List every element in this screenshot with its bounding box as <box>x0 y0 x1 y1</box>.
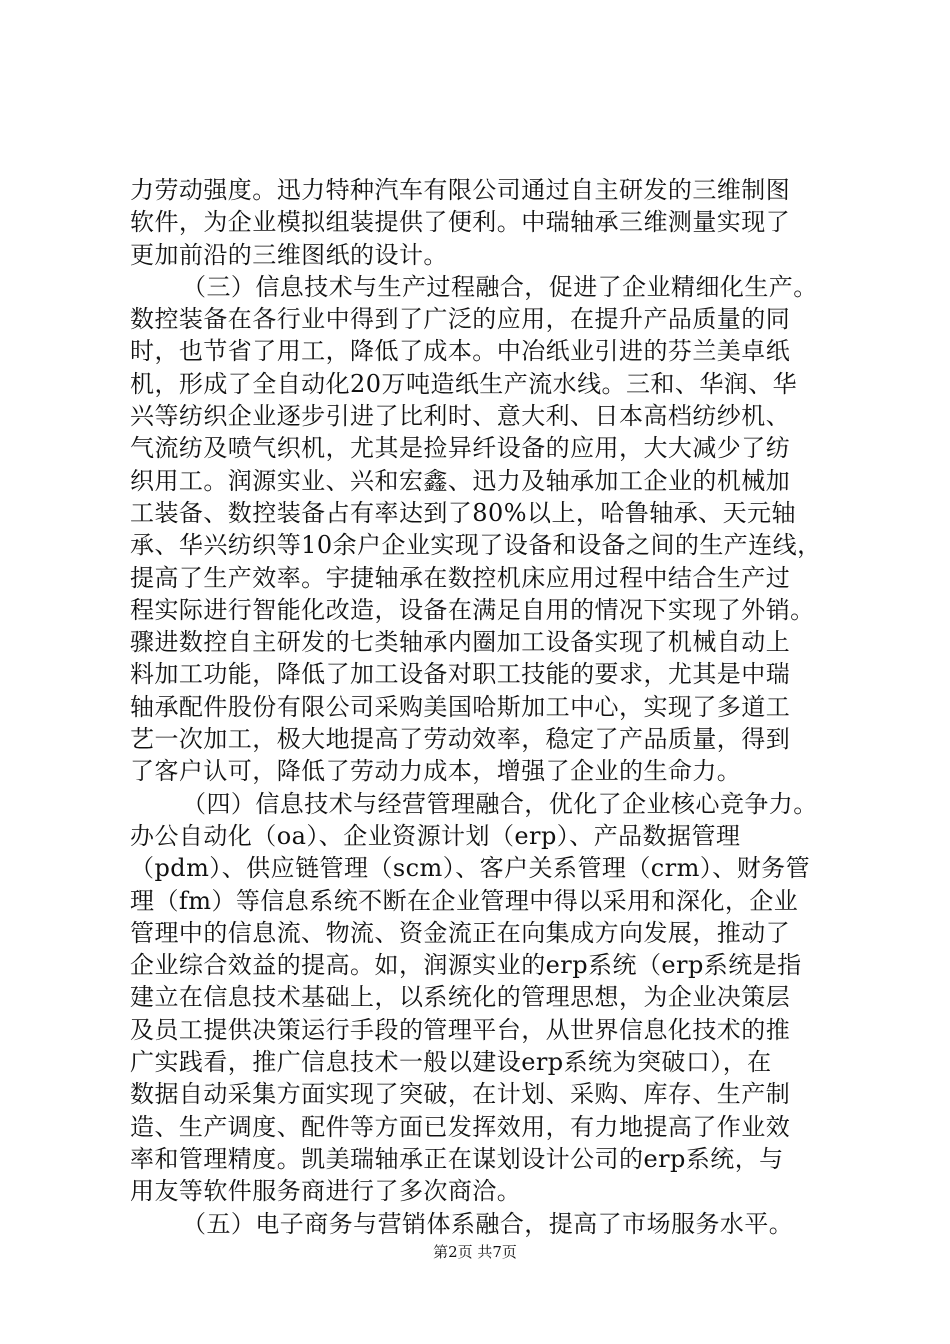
text-line: 骤进数控自主研发的七类轴承内圈加工设备实现了机械自动上 <box>130 628 791 657</box>
text-line: 提高了生产效率。宇捷轴承在数控机床应用过程中结合生产过 <box>130 563 791 592</box>
text-line: 工装备、数控装备占有率达到了80%以上，哈鲁轴承、天元轴 <box>130 498 796 527</box>
text-line: 轴承配件股份有限公司采购美国哈斯加工中心，实现了多道工 <box>130 692 791 721</box>
body-text <box>130 174 846 1240</box>
text-line: 建立在信息技术基础上，以系统化的管理思想，为企业决策层 <box>130 983 791 1012</box>
text-line: 兴等纺织企业逐步引进了比利时、意大利、日本高档纺纱机、 <box>130 402 791 431</box>
text-line: 理（fm）等信息系统不断在企业管理中得以采用和深化，企业 <box>130 886 799 915</box>
text-line: 用友等软件服务商进行了多次商洽。 <box>130 1177 522 1206</box>
text-line: 了客户认可，降低了劳动力成本，增强了企业的生命力。 <box>130 757 742 786</box>
text-line: 织用工。润源实业、兴和宏鑫、迅力及轴承加工企业的机械加 <box>130 466 791 495</box>
text-line: （三）信息技术与生产过程融合，促进了企业精细化生产。 <box>182 272 818 301</box>
text-line: 气流纺及喷气织机，尤其是捡异纤设备的应用，大大减少了纺 <box>130 434 791 463</box>
text-line: 时，也节省了用工，降低了成本。中冶纸业引进的芬兰美卓纸 <box>130 337 791 366</box>
text-line: 料加工功能，降低了加工设备对职工技能的要求，尤其是中瑞 <box>130 660 791 689</box>
text-line: （五）电子商务与营销体系融合，提高了市场服务水平。 <box>182 1209 794 1238</box>
text-line: 数控装备在各行业中得到了广泛的应用，在提升产品质量的同 <box>130 305 791 334</box>
text-line: （pdm）、供应链管理（scm）、客户关系管理（crm）、财务管 <box>130 854 811 883</box>
text-line: 广实践看，推广信息技术一般以建设erp系统为突破口），在 <box>130 1048 772 1077</box>
text-line: 软件，为企业模拟组装提供了便利。中瑞轴承三维测量实现了 <box>130 208 791 237</box>
text-line: 数据自动采集方面实现了突破，在计划、采购、库存、生产制 <box>130 1080 791 1109</box>
text-line: 企业综合效益的提高。如，润源实业的erp系统（erp系统是指 <box>130 951 802 980</box>
text-line: 承、华兴纺织等10余户企业实现了设备和设备之间的生产连线， <box>130 531 822 560</box>
text-line: 艺一次加工，极大地提高了劳动效率，稳定了产品质量，得到 <box>130 725 791 754</box>
text-line: 办公自动化（oa）、企业资源计划（erp）、产品数据管理 <box>130 821 741 850</box>
text-line: 管理中的信息流、物流、资金流正在向集成方向发展，推动了 <box>130 918 791 947</box>
text-line: 及员工提供决策运行手段的管理平台，从世界信息化技术的推 <box>130 1015 791 1044</box>
text-line: 更加前沿的三维图纸的设计。 <box>130 240 448 269</box>
text-line: 造、生产调度、配件等方面已发挥效用，有力地提高了作业效 <box>130 1112 791 1141</box>
text-line: 程实际进行智能化改造，设备在满足自用的情况下实现了外销。 <box>130 595 815 624</box>
page-footer: 第2页 共7页 <box>433 1243 517 1261</box>
text-line: （四）信息技术与经营管理融合，优化了企业核心竞争力。 <box>182 789 818 818</box>
text-line: 机，形成了全自动化20万吨造纸生产流水线。三和、华润、华 <box>130 369 798 398</box>
text-line: 率和管理精度。凯美瑞轴承正在谋划设计公司的erp系统，与 <box>130 1144 784 1173</box>
text-line: 力劳动强度。迅力特种汽车有限公司通过自主研发的三维制图 <box>130 176 791 204</box>
